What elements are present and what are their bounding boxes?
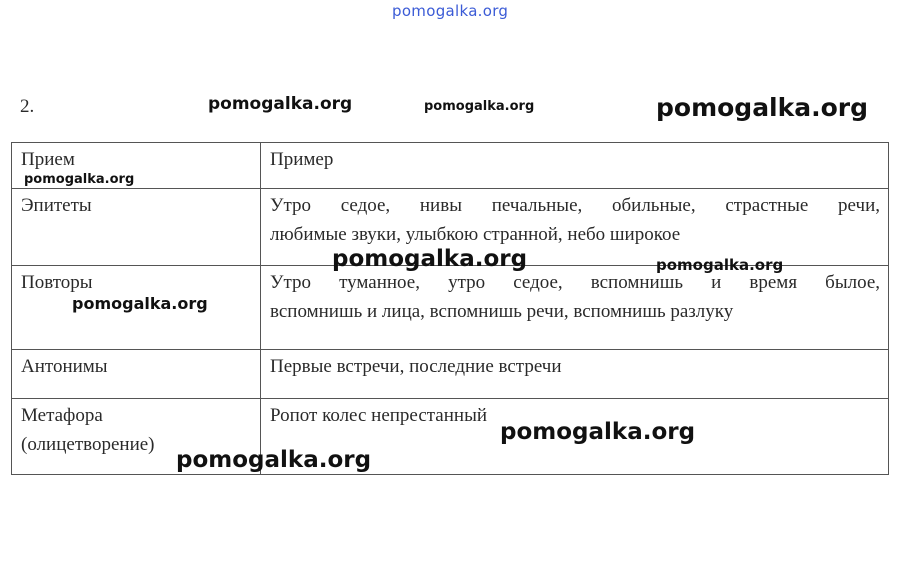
- device-cell: Повторы: [12, 266, 261, 350]
- watermark-top: pomogalka.org: [392, 2, 509, 20]
- example-cell: Утро седое, нивы печальные, обильные, страстные речи, любимые звуки, улыбкою странной, небо широкое: [261, 189, 889, 266]
- watermark: pomogalka.org: [208, 94, 353, 114]
- device-cell: Антонимы: [12, 350, 261, 399]
- watermark: pomogalka.org: [424, 99, 535, 114]
- header-cell-example: Пример: [261, 143, 889, 189]
- table-row: [12, 399, 889, 475]
- watermark: pomogalka.org: [656, 256, 784, 274]
- header-cell-device: Прием: [12, 143, 261, 189]
- watermark: pomogalka.org: [24, 172, 135, 187]
- device-cell: Эпитеты: [12, 189, 261, 266]
- example-cell: Ропот колес непрестанный: [261, 399, 889, 475]
- watermark: pomogalka.org: [176, 447, 372, 473]
- table-header-row: [12, 143, 889, 189]
- example-cell: Первые встречи, последние встречи: [261, 350, 889, 399]
- watermark: pomogalka.org: [500, 419, 696, 445]
- watermark: pomogalka.org: [72, 294, 208, 313]
- task-number: 2.: [20, 96, 35, 117]
- example-cell: Утро туманное, утро седое, вспомнишь и время былое, вспомнишь и лица, вспомнишь речи, вспомнишь разлуку: [261, 266, 889, 350]
- watermark: pomogalka.org: [656, 93, 869, 122]
- watermark: pomogalka.org: [332, 246, 528, 272]
- table-row: [12, 350, 889, 399]
- device-cell: Метафора (олицетворение): [12, 399, 261, 475]
